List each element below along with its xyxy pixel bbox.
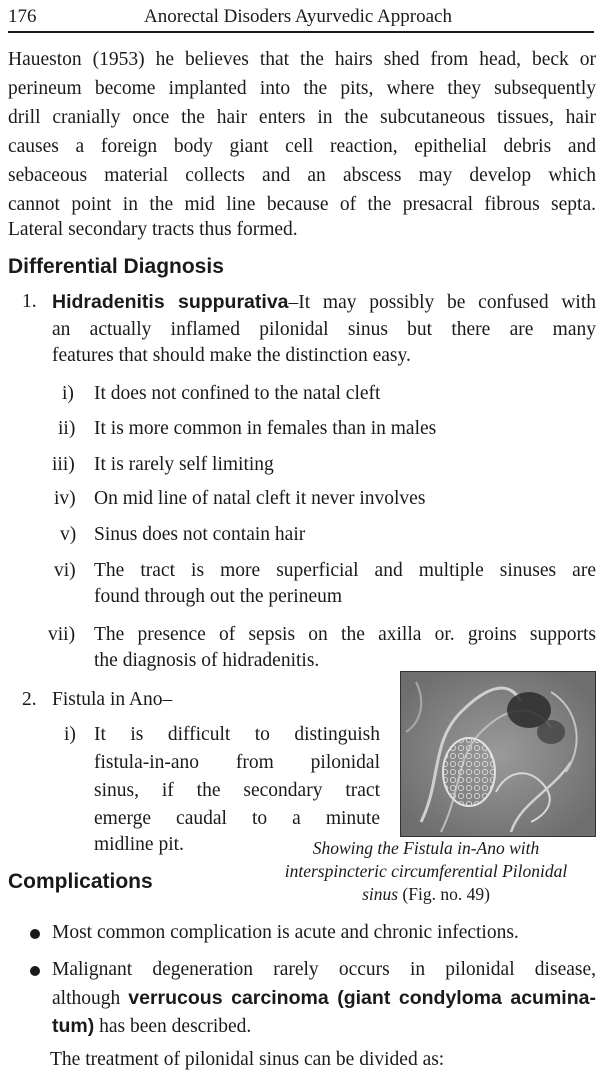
sub-marker: i) xyxy=(64,724,76,745)
bullet2-plain-cont: has been described. xyxy=(94,1016,252,1037)
feature-text-cont: found through out the perineum xyxy=(94,586,343,607)
fistula-figure-image xyxy=(400,671,596,837)
section-heading-complications: Complications xyxy=(8,870,153,893)
item2-line: fistula-in-ano from pilonidal xyxy=(94,752,380,773)
intro-line: Lateral secondary tracts thus formed. xyxy=(8,219,298,240)
feature-marker: vii) xyxy=(48,624,76,645)
caption-sinus: sinus xyxy=(362,884,399,904)
feature-marker: iii) xyxy=(52,454,75,475)
bullet2-bold-cont: tum) xyxy=(52,1015,95,1037)
feature-marker: i) xyxy=(62,383,74,404)
bullet2-plain: although xyxy=(52,988,129,1009)
complication-bullet-1: Most common complication is acute and chronic infections. xyxy=(52,922,519,943)
closing-sentence: The treatment of pilonidal sinus can be divided as: xyxy=(50,1049,445,1070)
item2-line: midline pit. xyxy=(94,834,184,855)
feature-marker: v) xyxy=(60,524,77,545)
caption-fig-no: (Fig. no. 49) xyxy=(398,884,490,904)
running-title: Anorectal Disoders Ayurvedic Approach xyxy=(144,6,452,27)
list-marker: 2. xyxy=(22,689,37,710)
feature-marker: ii) xyxy=(58,418,76,439)
feature-text: It is rarely self limiting xyxy=(94,454,274,475)
intro-line: cannot point in the mid line because of the presacral fibrous septa. xyxy=(8,194,596,215)
feature-marker: iv) xyxy=(54,488,76,509)
intro-line: Haueston (1953) he believes that the hairs shed from head, beck or xyxy=(8,49,596,70)
item1-line1 xyxy=(52,288,596,316)
page-header xyxy=(8,5,592,29)
complication-bullet-2-line3 xyxy=(52,1012,596,1040)
feature-text: The tract is more superficial and multiple sinuses are xyxy=(94,560,596,581)
intro-line: drill cranially once the hair enters in the subcutaneous tissues, hair xyxy=(8,107,596,128)
figure-caption-line3 xyxy=(256,883,596,906)
item1-term: Hidradenitis suppurativa xyxy=(52,291,289,313)
figure-photo xyxy=(401,672,595,836)
item1-line2: an actually inflamed pilonidal sinus but there are many xyxy=(52,319,596,340)
header-rule xyxy=(8,31,594,33)
feature-text-cont: the diagnosis of hidradenitis. xyxy=(94,650,320,671)
feature-text: It does not confined to the natal cleft xyxy=(94,383,381,404)
feature-marker: vi) xyxy=(54,560,76,581)
feature-text: It is more common in females than in males xyxy=(94,418,437,439)
list-marker: 1. xyxy=(22,291,37,312)
intro-line: perineum become implanted into the pits, where they subsequently xyxy=(8,78,596,99)
figure-caption-line2: interspincteric circumferential Pilonidal xyxy=(284,861,568,881)
complication-bullet-2-line1: Malignant degeneration rarely occurs in pilonidal disease, xyxy=(52,959,596,980)
item1-line3: features that should make the distinction easy. xyxy=(52,345,411,366)
item2-title: Fistula in Ano– xyxy=(52,689,173,710)
item2-line: emerge caudal to a minute xyxy=(94,808,380,829)
intro-line: causes a foreign body giant cell reaction, epithelial debris and xyxy=(8,136,596,157)
bullet-icon xyxy=(30,929,40,939)
page-number: 176 xyxy=(8,6,37,27)
feature-text: The presence of sepsis on the axilla or. groins supports xyxy=(94,624,596,645)
complication-bullet-2-line2 xyxy=(52,984,596,1012)
section-heading-differential: Differential Diagnosis xyxy=(8,255,224,278)
feature-text: On mid line of natal cleft it never involves xyxy=(94,488,426,509)
item2-line: It is difficult to distinguish xyxy=(94,724,380,745)
feature-text: Sinus does not contain hair xyxy=(94,524,306,545)
item2-line: sinus, if the secondary tract xyxy=(94,780,380,801)
intro-line: sebaceous material collects and an abscess may develop which xyxy=(8,165,596,186)
bullet2-bold: verrucous carcinoma (giant condyloma acumina- xyxy=(128,987,596,1009)
figure-caption-line1: Showing the Fistula in-Ano with xyxy=(312,838,540,858)
item1-line1-rest: –It may possibly be confused with xyxy=(288,292,596,313)
bullet-icon xyxy=(30,966,40,976)
